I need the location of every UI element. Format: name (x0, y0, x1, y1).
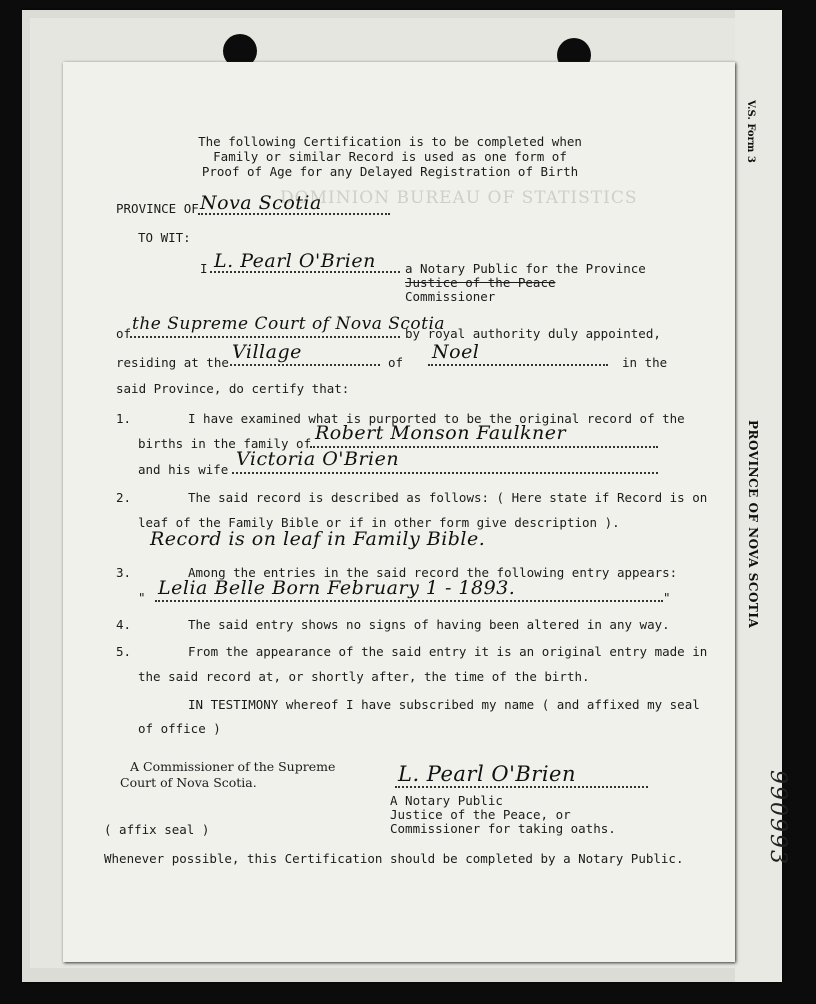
item-2-line-2: leaf of the Family Bible or if in other form give description ). (138, 515, 620, 530)
place-value: Noel (432, 341, 480, 363)
entry-dotted-line (155, 600, 663, 602)
i-label: I (200, 261, 208, 276)
signer-dotted-line (210, 271, 400, 273)
residing-dotted-line (230, 364, 380, 366)
item-number-4: 4. (116, 617, 132, 632)
side-registration-number: 990993 (765, 770, 790, 866)
title-commissioner: Commissioner (405, 289, 496, 304)
signer-name: L. Pearl O'Brien (214, 250, 376, 272)
header-line-1: The following Certification is to be completed when (198, 134, 582, 149)
item-4-line-1: The said entry shows no signs of having been altered in any way. (188, 617, 670, 632)
entry-value: Lelia Belle Born February 1 - 1893. (158, 577, 516, 599)
item-number-3: 3. (116, 565, 132, 580)
wife-value: Victoria O'Brien (236, 448, 400, 470)
province-value: Nova Scotia (200, 192, 322, 214)
header-line-3: Proof of Age for any Delayed Registration of Birth (201, 164, 579, 179)
record-description-value: Record is on leaf in Family Bible. (150, 528, 486, 550)
father-value: Robert Monson Faulkner (315, 422, 567, 444)
entry-quote-close: " (663, 590, 671, 605)
royal-authority-text: by royal authority duly appointed, (405, 326, 661, 341)
certify-line: said Province, do certify that: (116, 381, 350, 396)
residing-value: Village (232, 341, 302, 363)
item-1-line-1: I have examined what is purported to be the original record of the (188, 411, 685, 426)
commissioner-stamp-line-1: A Commissioner of the Supreme (130, 759, 336, 774)
province-label: PROVINCE OF (116, 201, 199, 216)
item-5-line-2: the said record at, or shortly after, the time of the birth. (138, 669, 590, 684)
residing-label: residing at the (116, 355, 229, 370)
affix-seal-label: ( affix seal ) (104, 822, 210, 837)
court-value: the Supreme Court of Nova Scotia (132, 314, 446, 334)
item-number-5: 5. (116, 644, 132, 659)
item-number-2: 2. (116, 490, 132, 505)
commissioner-stamp-line-2: Court of Nova Scotia. (120, 775, 257, 790)
side-form-label: V.S. Form 3 (745, 100, 756, 163)
item-3-line-1: Among the entries in the said record the following entry appears: (188, 565, 678, 580)
in-the-text: in the (622, 355, 668, 370)
to-wit-label: TO WIT: (138, 230, 191, 245)
header-line-2: Family or similar Record is used as one form of (213, 149, 567, 164)
sig-title-commissioner: Commissioner for taking oaths. (390, 821, 616, 836)
bleed-through-text: DOMINION BUREAU OF STATISTICS (280, 188, 638, 208)
title-notary: a Notary Public for the Province (405, 261, 646, 276)
sig-title-justice: Justice of the Peace, or (390, 807, 571, 822)
signature: L. Pearl O'Brien (398, 762, 576, 786)
place-dotted-line (428, 364, 608, 366)
title-justice-struck: Justice of the Peace (405, 275, 556, 290)
sig-title-notary: A Notary Public (390, 793, 503, 808)
entry-quote-open: " (138, 590, 146, 605)
side-province-label: PROVINCE OF NOVA SCOTIA (746, 420, 760, 629)
testimony-line-1: IN TESTIMONY whereof I have subscribed my name ( and affixed my seal (188, 697, 700, 712)
item-1-births-label: births in the family of (138, 436, 312, 451)
province-dotted-line (198, 213, 390, 215)
item-number-1: 1. (116, 411, 132, 426)
of-label: of (116, 326, 132, 341)
testimony-line-2: of office ) (138, 721, 221, 736)
item-5-line-1: From the appearance of the said entry it is an original entry made in (188, 644, 708, 659)
footer-note: Whenever possible, this Certification should be completed by a Notary Public. (104, 851, 684, 866)
court-dotted-line (130, 336, 400, 338)
of-label-2: of (388, 355, 404, 370)
item-1-wife-label: and his wife (138, 462, 229, 477)
wife-dotted-line (232, 472, 658, 474)
signature-dotted-line (395, 786, 648, 788)
item-2-line-1: The said record is described as follows: ( Here state if Record is on (188, 490, 708, 505)
